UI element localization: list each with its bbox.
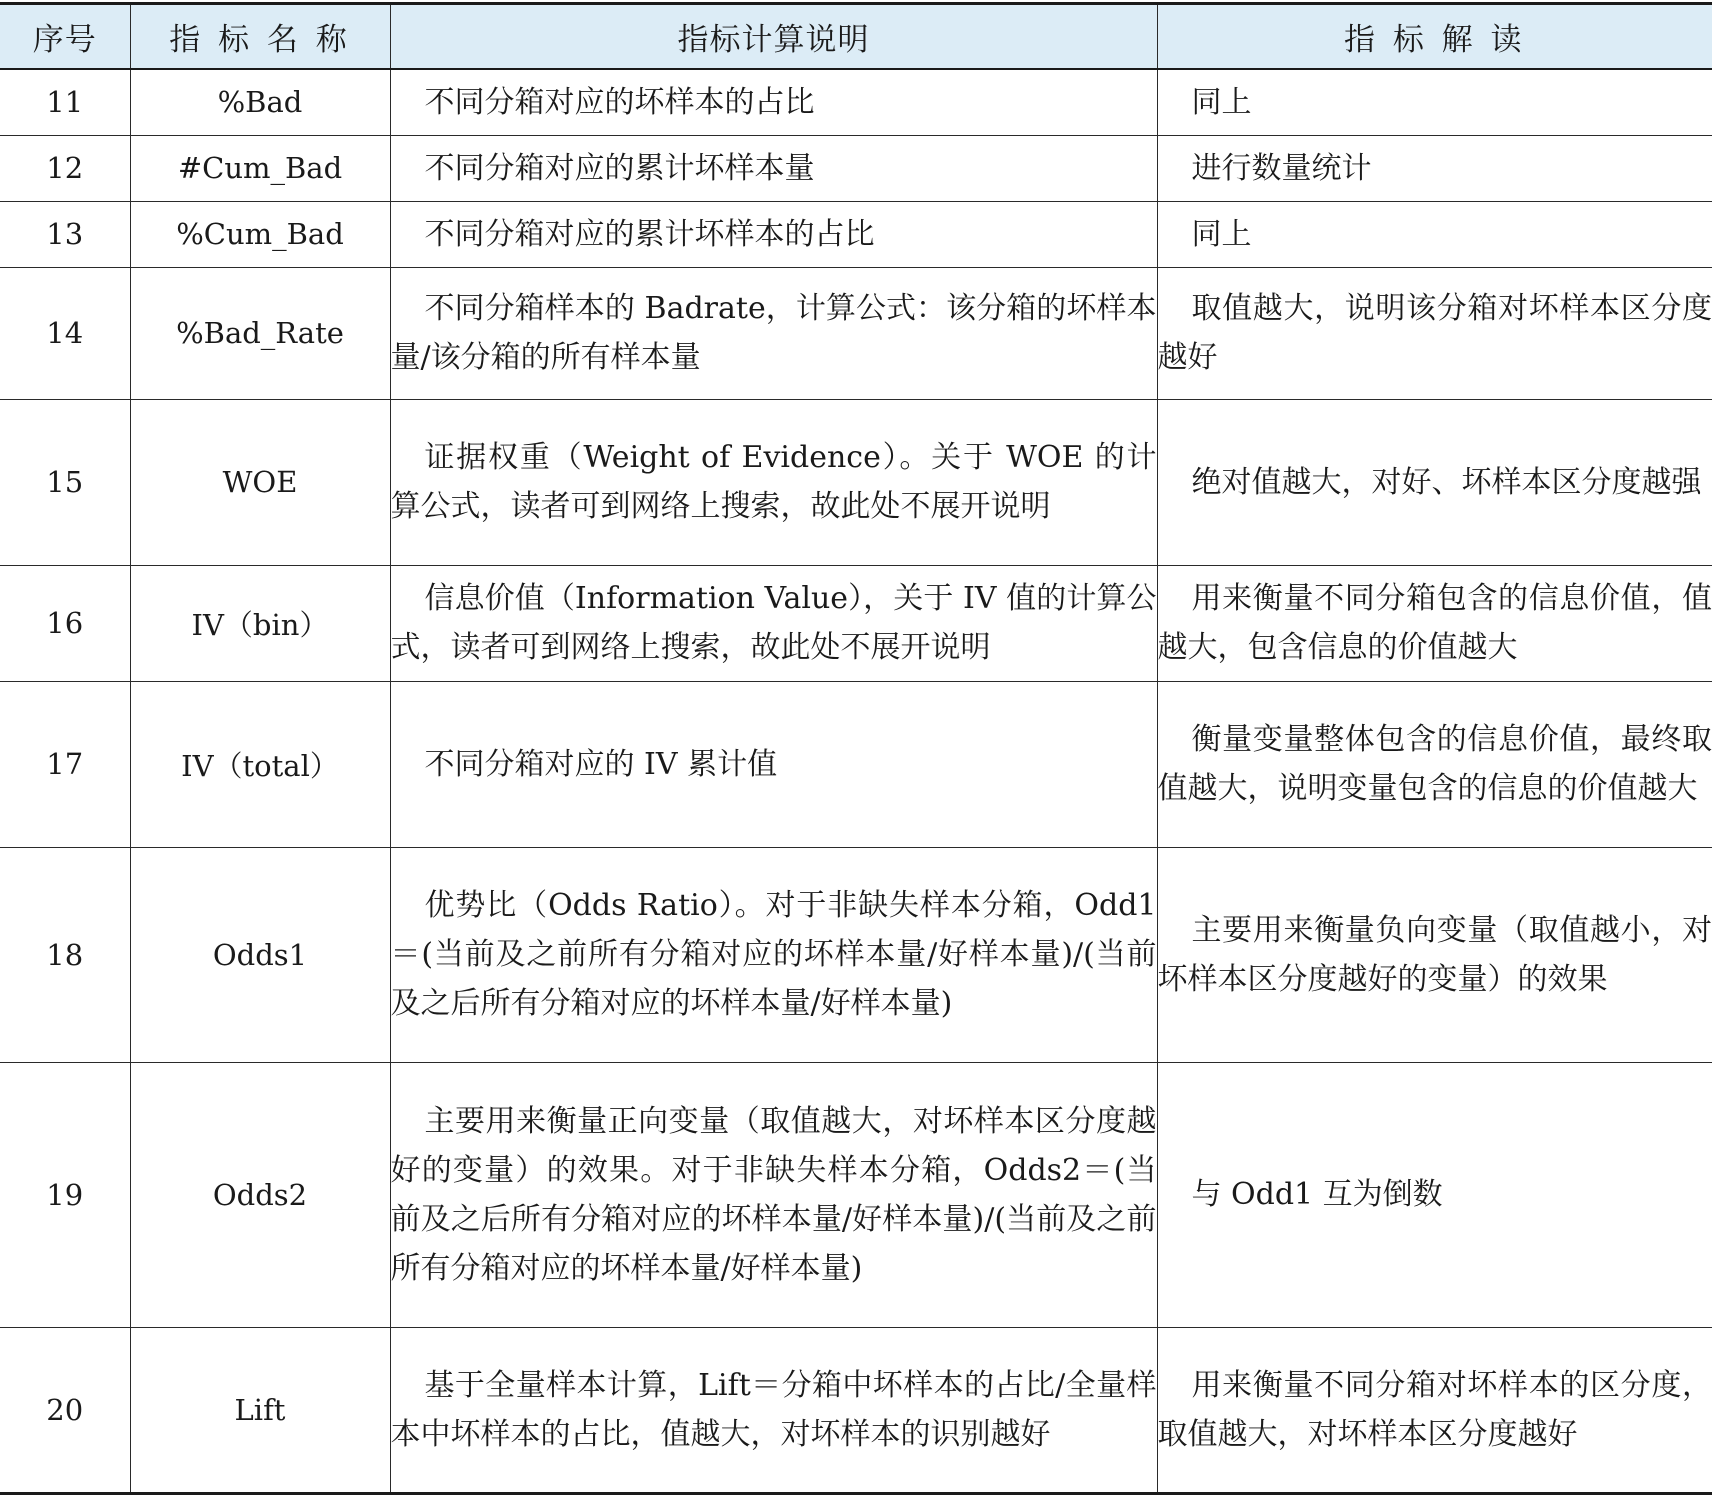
row-desc-cell [390, 69, 1157, 135]
table-row [0, 267, 1712, 399]
row-desc-cell [390, 267, 1157, 399]
row-desc: 不同分箱对应的 IV 累计值 [424, 746, 778, 782]
header-desc: 指标计算说明 [390, 4, 1157, 70]
table-row [0, 69, 1712, 135]
row-interp: 取值越大，说明该分箱对坏样本区分度越好 [1157, 291, 1712, 375]
row-interp: 衡量变量整体包含的信息价值，最终取值越大，说明变量包含的信息的价值越大 [1157, 722, 1712, 806]
row-desc: 不同分箱对应的累计坏样本量 [424, 150, 815, 186]
row-desc-cell [390, 1327, 1157, 1493]
header-name: 指 标 名 称 [130, 4, 390, 70]
row-interp-cell [1157, 267, 1712, 399]
row-no: 18 [0, 847, 130, 1062]
row-desc-cell [390, 135, 1157, 201]
row-desc-cell [390, 565, 1157, 681]
row-name: %Bad_Rate [130, 267, 390, 399]
row-desc-cell [390, 681, 1157, 847]
row-interp: 同上 [1191, 84, 1252, 120]
row-interp: 绝对值越大，对好、坏样本区分度越强 [1191, 464, 1702, 500]
row-desc: 信息价值（Information Value），关于 IV 值的计算公式，读者可到网络上搜索，故此处不展开说明 [390, 581, 1157, 665]
row-interp-cell [1157, 565, 1712, 681]
table-row [0, 681, 1712, 847]
row-interp-cell [1157, 399, 1712, 565]
row-desc-cell [390, 399, 1157, 565]
row-desc: 不同分箱对应的坏样本的占比 [424, 84, 815, 120]
row-no: 14 [0, 267, 130, 399]
row-desc: 不同分箱对应的累计坏样本的占比 [424, 216, 875, 252]
row-interp: 同上 [1191, 216, 1252, 252]
table-row [0, 399, 1712, 565]
row-name: %Cum_Bad [130, 201, 390, 267]
row-desc-cell [390, 1062, 1157, 1327]
table-body [0, 69, 1712, 1493]
row-no: 13 [0, 201, 130, 267]
row-name: Odds1 [130, 847, 390, 1062]
row-name: %Bad [130, 69, 390, 135]
header-row [0, 4, 1712, 70]
row-name: Odds2 [130, 1062, 390, 1327]
metrics-table [0, 2, 1712, 1495]
row-no: 20 [0, 1327, 130, 1493]
row-interp: 与 Odd1 互为倒数 [1191, 1177, 1443, 1212]
row-no: 17 [0, 681, 130, 847]
row-desc: 证据权重（Weight of Evidence）。关于 WOE 的计算公式，读者可到网络上搜索，故此处不展开说明 [390, 440, 1157, 524]
header-interp: 指 标 解 读 [1157, 4, 1712, 70]
row-interp-cell [1157, 69, 1712, 135]
row-name: IV（bin） [130, 565, 390, 681]
row-interp-cell [1157, 1327, 1712, 1493]
table-header [0, 4, 1712, 70]
row-no: 16 [0, 565, 130, 681]
row-desc: 基于全量样本计算，Lift＝分箱中坏样本的占比/全量样本中坏样本的占比，值越大，对坏样本的识别越好 [390, 1367, 1157, 1452]
table-row [0, 135, 1712, 201]
row-interp-cell [1157, 847, 1712, 1062]
row-name: #Cum_Bad [130, 135, 390, 201]
row-desc: 主要用来衡量正向变量（取值越大，对坏样本区分度越好的变量）的效果。对于非缺失样本分箱，Odds2＝(当前及之后所有分箱对应的坏样本量/好样本量)/(当前及之前所有分箱对应的坏样本量/好样本量) [390, 1103, 1157, 1286]
row-interp: 主要用来衡量负向变量（取值越小，对坏样本区分度越好的变量）的效果 [1157, 912, 1712, 997]
table-row [0, 847, 1712, 1062]
table-row [0, 1062, 1712, 1327]
row-no: 15 [0, 399, 130, 565]
row-interp-cell [1157, 1062, 1712, 1327]
row-no: 12 [0, 135, 130, 201]
table-row [0, 201, 1712, 267]
row-interp-cell [1157, 135, 1712, 201]
row-interp-cell [1157, 681, 1712, 847]
table-row [0, 565, 1712, 681]
row-desc: 不同分箱样本的 Badrate，计算公式：该分箱的坏样本量/该分箱的所有样本量 [390, 291, 1157, 375]
row-desc: 优势比（Odds Ratio）。对于非缺失样本分箱，Odd1＝(当前及之前所有分箱对应的坏样本量/好样本量)/(当前及之后所有分箱对应的坏样本量/好样本量) [390, 888, 1157, 1021]
row-interp-cell [1157, 201, 1712, 267]
row-name: WOE [130, 399, 390, 565]
row-name: Lift [130, 1327, 390, 1493]
row-interp: 用来衡量不同分箱包含的信息价值，值越大，包含信息的价值越大 [1157, 581, 1712, 665]
row-no: 11 [0, 69, 130, 135]
table-row [0, 1327, 1712, 1493]
row-name: IV（total） [130, 681, 390, 847]
row-desc-cell [390, 847, 1157, 1062]
header-no: 序号 [0, 4, 130, 70]
row-desc-cell [390, 201, 1157, 267]
row-interp: 进行数量统计 [1191, 150, 1372, 186]
row-no: 19 [0, 1062, 130, 1327]
row-interp: 用来衡量不同分箱对坏样本的区分度，取值越大，对坏样本区分度越好 [1157, 1367, 1712, 1452]
